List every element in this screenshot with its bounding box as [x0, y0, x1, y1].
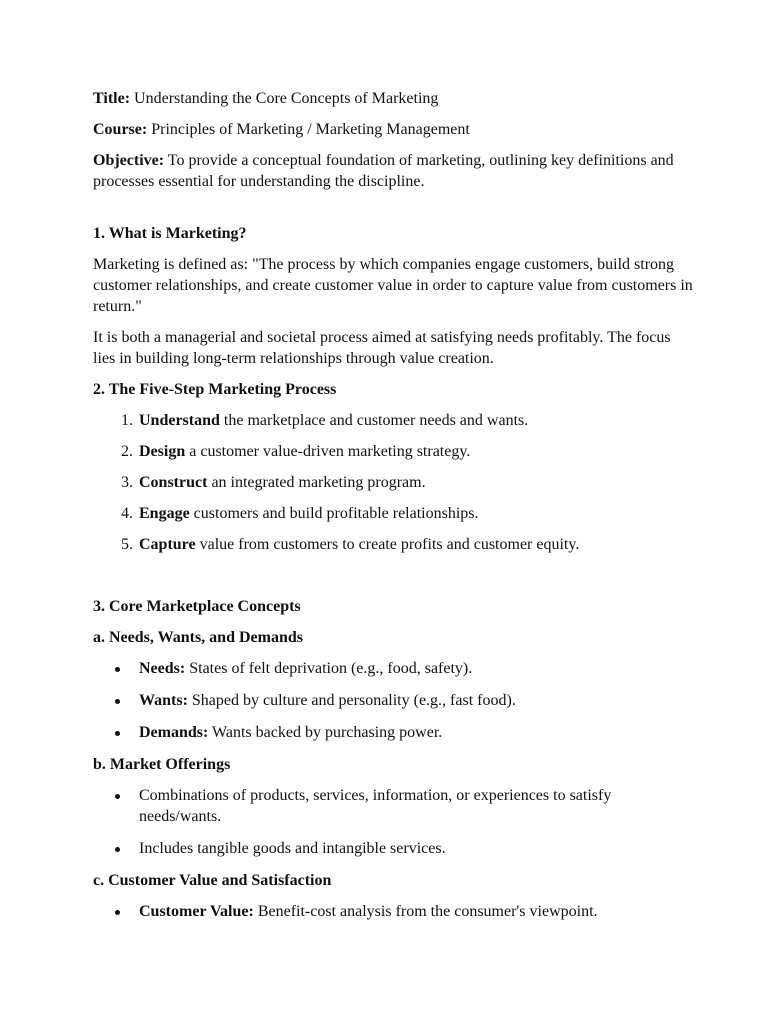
objective-label: Objective: — [93, 152, 165, 169]
title-value: Understanding the Core Concepts of Marketing — [134, 90, 439, 107]
subsection-c-heading: c. Customer Value and Satisfaction — [93, 872, 332, 889]
term-definition: States of felt deprivation (e.g., food, safety). — [185, 660, 473, 677]
step-keyword: Engage — [139, 505, 190, 522]
bullet-icon — [115, 699, 120, 704]
list-item — [93, 441, 693, 462]
term-label: Customer Value: — [139, 903, 254, 920]
term-label: Wants: — [139, 692, 188, 709]
bullet-icon — [115, 667, 120, 672]
subsection-b-heading: b. Market Offerings — [93, 756, 231, 773]
bullet-icon — [115, 847, 120, 852]
list-item — [93, 722, 693, 743]
market-offerings-list — [93, 785, 693, 859]
step-keyword: Capture — [139, 536, 196, 553]
section1-heading: 1. What is Marketing? — [93, 225, 247, 242]
title-line — [93, 88, 693, 109]
title-label: Title: — [93, 90, 131, 107]
course-label: Course: — [93, 121, 148, 138]
item-text: Includes tangible goods and intangible services. — [139, 840, 446, 857]
step-text: an integrated marketing program. — [207, 474, 426, 491]
list-item — [93, 838, 693, 859]
list-number: 1. — [121, 412, 133, 429]
list-number: 3. — [121, 474, 133, 491]
list-item — [93, 901, 693, 922]
spacer — [93, 202, 693, 223]
list-item — [93, 658, 693, 679]
five-step-list — [93, 410, 693, 555]
step-text: customers and build profitable relationships. — [189, 505, 479, 522]
bullet-icon — [115, 910, 120, 915]
section2-heading: 2. The Five-Step Marketing Process — [93, 381, 337, 398]
objective-line — [93, 150, 693, 192]
term-definition: Wants backed by purchasing power. — [208, 724, 443, 741]
bullet-icon — [115, 794, 120, 799]
subsection-a-heading: a. Needs, Wants, and Demands — [93, 629, 303, 646]
objective-value: To provide a conceptual foundation of marketing, outlining key definitions and processes essential for understanding the discipline. — [93, 152, 674, 190]
item-text: Combinations of products, services, information, or experiences to satisfy needs/wants. — [139, 787, 612, 825]
step-keyword: Design — [139, 443, 186, 460]
document-page — [93, 88, 693, 933]
step-keyword: Understand — [139, 412, 220, 429]
section1-paragraph-1: Marketing is defined as: "The process by which companies engage customers, build strong customer relationships, and create customer value in order to capture value from customers in return." — [93, 256, 693, 315]
needs-wants-demands-list — [93, 658, 693, 743]
course-value: Principles of Marketing / Marketing Management — [151, 121, 470, 138]
list-item — [93, 690, 693, 711]
course-line — [93, 119, 693, 140]
list-number: 2. — [121, 443, 133, 460]
section1-paragraph-2: It is both a managerial and societal process aimed at satisfying needs profitably. The focus lies in building long-term relationships through value creation. — [93, 329, 671, 367]
term-label: Needs: — [139, 660, 186, 677]
list-item — [93, 503, 693, 524]
term-definition: Benefit-cost analysis from the consumer's viewpoint. — [253, 903, 598, 920]
list-number: 5. — [121, 536, 133, 553]
list-number: 4. — [121, 505, 133, 522]
section3-heading: 3. Core Marketplace Concepts — [93, 598, 301, 615]
spacer — [93, 565, 693, 596]
step-text: value from customers to create profits and customer equity. — [195, 536, 580, 553]
list-item — [93, 785, 693, 827]
list-item — [93, 534, 693, 555]
list-item — [93, 472, 693, 493]
term-label: Demands: — [139, 724, 209, 741]
customer-value-list — [93, 901, 693, 922]
step-text: the marketplace and customer needs and wants. — [219, 412, 529, 429]
bullet-icon — [115, 731, 120, 736]
step-keyword: Construct — [139, 474, 208, 491]
list-item — [93, 410, 693, 431]
step-text: a customer value-driven marketing strategy. — [185, 443, 471, 460]
term-definition: Shaped by culture and personality (e.g., fast food). — [187, 692, 516, 709]
